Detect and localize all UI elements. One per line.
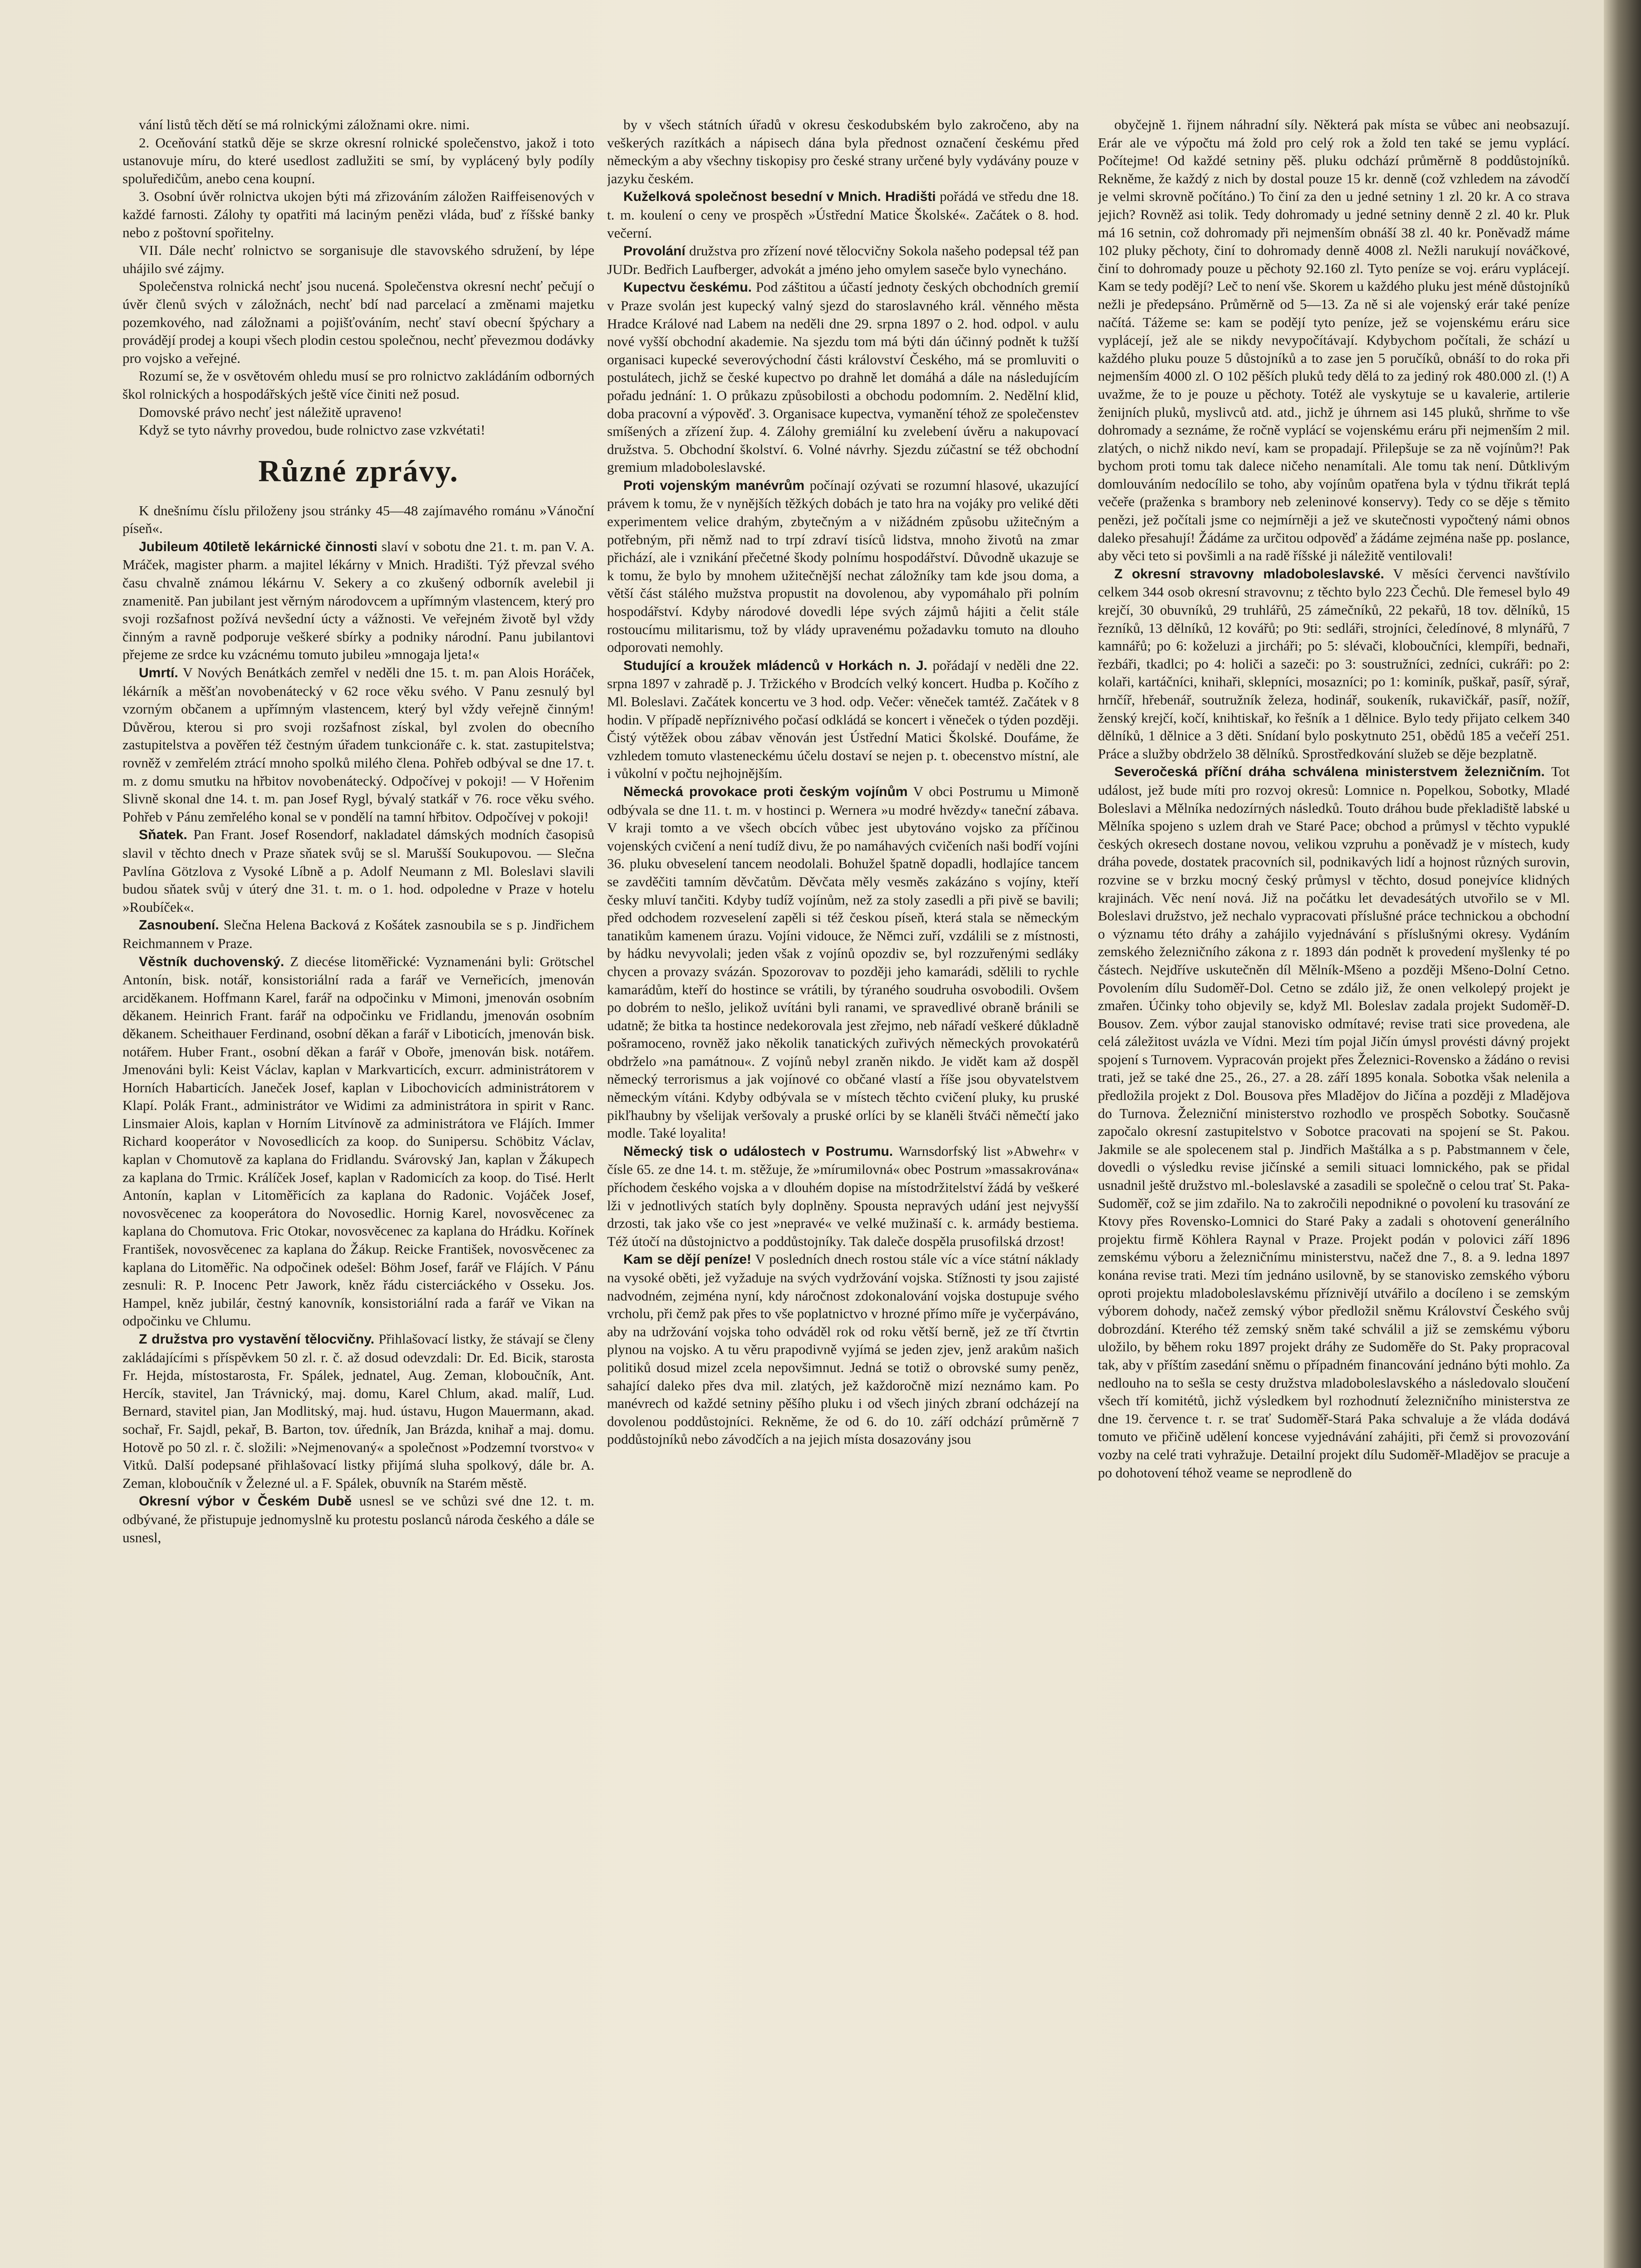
article-paragraph	[122, 403, 594, 421]
article-headline: Z okresní stravovny mladoboleslavské.	[1114, 566, 1384, 582]
article-headline: Kam se dějí peníze!	[623, 1252, 752, 1267]
article-paragraph	[607, 187, 1079, 242]
article-paragraph	[122, 538, 594, 664]
article-headline: Věstník duchovenský.	[139, 954, 284, 969]
article-paragraph	[122, 367, 594, 403]
page-edge-shadow	[1604, 0, 1641, 2268]
article-headline: Z družstva pro vystavění tělocvičny.	[139, 1332, 375, 1347]
article-paragraph	[122, 664, 594, 826]
article-text: Rozumí se, že v osvětovém ohledu musí se pro rolnictvo zakládáním odborných škol rolnických a hospodářských ještě více činiti než posud.	[122, 368, 594, 402]
article-text: Společenstva rolnická nechť jsou nucená. Společenstva okresní nechť pečují o úvěr členů svých v záložnách, nechť bdí nad parcelací a změnami majetku pozemkového, nad záložnami a pojišťováním, nechť staví obecní špýchary a provádějí prodej a koupi všech plodin cestou společnou, nechť převezmou dodávky pro vojsko a veřejné.	[122, 278, 594, 366]
article-text: Přihlašovací listky, že stávají se členy zakládajícími s příspěvkem 50 zl. r. č. až dosud odevzdali: Dr. Ed. Bicik, starosta Fr. Hejda, místostarosta, Fr. Spálek, jednatel, Aug. Zeman, kloboučník, Ant. Hercík, stavitel, Jan Trávnický, maj. domu, Karel Chlum, akad. malíř, Lud. Bernard, stavitel pian, Jan Modlitský, maj. hud. ústavu, Hugon Mauermann, akad. sochař, Fr. Sajdl, pekař, B. Barton, tov. úředník, Jan Brázda, knihař a maj. domu. Hotově po 50 zl. r. č. složili: »Nejmenovaný« a společnost »Podzemní tvorstvo« v Vitků. Další podepsané přihlašovací listky přijímá sluha spolkový, dále br. A. Zeman, kloboučník v Železné ul. a F. Spálek, obuvník na Starém městě.	[122, 1331, 594, 1491]
article-text: K dnešnímu číslu přiloženy jsou stránky 45—48 zajímavého románu »Vánoční píseň«.	[122, 502, 594, 537]
article-paragraph	[122, 1330, 594, 1492]
article-headline: Zasnoubení.	[139, 918, 219, 933]
article-headline: Okresní výbor v Českém Dubě	[139, 1494, 352, 1509]
article-text: obyčejně 1. řijnem náhradní síly. Některá pak místa se vůbec ani neobsazují. Erár ale ve výpočtu má žold pro celý rok a žold ten také se jemu vyplácí. Počítejme! Od každé setniny pěš. pluku odchází průměrně 8 poddůstojníků. Rekněme, že každý z nich by dostal pouze 15 kr. denně (což vzhledem na závodčí je velmi skrovně počítáno.) To činí za den u jedné setniny 1 zl. 20 kr. A co strava jejich? Rovněž asi tolik. Tedy dohromady u jedné setniny denně 2 zl. 40 kr. Pluk má 16 setnin, což dohromady při nejmenším obnáší 38 zl. 40 kr. Poněvadž máme 102 pluky pěchoty, činí to dohromady denně 4008 zl. Nežli narukují nováčkové, činí to dohromady pouze u pěchoty 92.160 zl. Tyto peníze se voj. eráru vyplácejí. Kam se tedy podějí? Leč to není vše. Skorem u každého pluku jest méně důstojníků nežli je předepsáno. Průměrně od 5—13. Za ně si ale vojenský erár také peníze načítá. Tážeme se: kam se podějí tyto peníze, jež se vojenskému eráru sice vyplácejí, jež ale se nikdy nevypočítávají. Kdybychom počítali, že schází u každého pluku pouze 5 důstojníků a to zase jen 5 poručíků, obnáší to do roka při nejmenším 4000 zl. O 102 pěších pluků tedy dělá to za jediný rok 480.000 zl. (!) A uvažme, že to je pouze u pěchoty. Totéž ale vyskytuje se u kavalerie, artilerie ženijních pluků, myslivců atd. atd., jichž je úhrnem asi 145 pluků, shrňme to vše dohromady a seznáme, že ročně vyplácí se vojenskému eráru při nejmenším 2 mil. zlatých, o nichž nikdo neví, kam se propadají. Přilepšuje se za ně vojínům?! Pak bychom proti tomu tak dalece ničeho nenamítali. Ale tomu tak není. Důtklivým domlouváním nedocílilo se toho, aby vojínům opatřena byla v týdnu třikrát teplá večeře (praženka s brambory neb zeleninové konservy). Tedy co se děje s těmito penězi, jež počítali jsme co nejmírněji a jež ve skutečnosti vypočtený námi obnos daleko přesahují! Žádáme za určitou odpověď a žádáme zejména naše pp. poslance, aby věci teto si povšimli a na radě říšské ji náležitě ventilovali!	[1098, 117, 1570, 564]
article-paragraph	[122, 134, 594, 188]
column-1	[122, 116, 594, 2268]
article-paragraph	[122, 241, 594, 277]
article-headline: Kupectvu českému.	[623, 280, 752, 295]
article-text: by v všech státních úřadů v okresu českodubském bylo zakročeno, aby na veškerých razítkách a nápisech dána byla přednost označení českému před německým a aby všechny tiskopisy pro české strany určené byly vydávány pouze v jazyku českém.	[607, 117, 1079, 186]
article-text: Pan Frant. Josef Rosendorf, nakladatel dámských modních časopisů slavil v těchto dnech v Praze sňatek svůj se sl. Marušší Soukupovou. — Slečna Pavlína Götzlova z Vysoké Líbně a p. Adolf Neumann z Ml. Boleslavi slavili budou sňatek svůj v úterý dne 31. t. m. o 1. hod. odpoledne v Praze v hotelu »Roubíček«.	[122, 826, 594, 915]
article-text: 2. Oceňování statků děje se skrze okresní rolnické společenstvo, jakož i toto ustanovuje míru, do které usedlost zadlužiti se smí, by vyplácený byly podíly spoluředičům, anebo cena koupní.	[122, 134, 594, 186]
article-paragraph	[607, 1250, 1079, 1448]
article-headline: Německý tisk o událostech v Postrumu.	[623, 1144, 893, 1159]
article-paragraph	[122, 421, 594, 439]
article-paragraph	[122, 1492, 594, 1546]
article-headline: Proti vojenským manévrům	[623, 478, 805, 493]
article-paragraph	[122, 116, 594, 134]
article-paragraph	[607, 476, 1079, 656]
article-paragraph	[122, 953, 594, 1330]
article-text: Když se tyto návrhy provedou, bude rolnictvo zase vzkvétati!	[139, 422, 485, 438]
article-text: pořádá ve středu dne 18. t. m. koulení o ceny ve prospěch »Ústřední Matice Školské«. Začátek o 8. hod. večerní.	[607, 188, 1079, 241]
article-paragraph	[607, 1142, 1079, 1251]
article-paragraph	[607, 116, 1079, 187]
article-paragraph	[122, 826, 594, 916]
article-text: pořádají v neděli dne 22. srpna 1897 v zahradě p. J. Tržického v Brodcích velký koncert. Hudba p. Kočího z Ml. Boleslavi. Začátek koncertu ve 3 hod. odp. Večer: věneček tamtéž. Začátek v 8 hodin. V případě nepříznivého počasí odkládá se koncert i věneček o týden později. Čistý výtěžek obou zábav věnován jest Ústřední Matici Školské. Doufáme, že vzhledem tomuto vlasteneckému účelu dostaví se nejen p. t. obecenstvo místní, ale i vůkolní v počtu nejhojnějším.	[607, 657, 1079, 782]
article-paragraph	[607, 782, 1079, 1142]
article-text: Tot událost, jež bude míti pro rozvoj okresů: Lomnice n. Popelkou, Sobotky, Mladé Boleslavi a Mělníka nedozírných následků. Touto dráhou bude překladiště labské u Mělníka spojeno s uzlem drah ve Staré Pace; obchod a průmysl v těchto vypuklé českých okresech dostane novou, velikou vzpruhu a poněvadž je v místech, kudy dráha povede, dostatek pracovních sil, podnikavých lidí a hojnost různých surovin, rozvine se v brzku mocný český průmysl v těchto, dosud ponejvíce klidných krajinách. Věc není nová. Již na počátku let devadesátých utvořilo se v Ml. Boleslavi družstvo, jež nechalo vypracovati příslušné práce technickou a obchodní o významu této dráhy a zahájilo vyjednávání s příslušnými okresy. Vydáním zemského železničního zákona z r. 1893 dán podnět k provedení myšlenky té po částech. Nejdříve uskutečněn díl Mělník-Mšeno a později Mšeno-Dolní Cetno. Povolením dílu Sudoměř-Dol. Cetno se zdálo již, že onen velkolepý projekt je zmařen. Účinky toho objevily se, když Ml. Boleslav zadala projekt Sudoměř-D. Bousov. Zem. výbor zaujal stanovisko odmítavé; revise trati sice provedena, ale celá záležitost uvázla ve Vídni. Mezi tím pojal Jičín úmysl provésti dávný projekt spojení s Turnovem. Vypracován projekt přes Železnici-Rovensko a žádáno o revisi trati, jež se také dne 25., 26., 27. a 28. září 1895 konala. Sobotka však nelenila a předložila projekt z Dol. Bousova přes Mladějov do Jičína a později z Mladějova do Turnova. Železniční ministerstvo rozhodlo ve prospěch Sobotky. Současně započalo okresní zastupitelstvo v Sobotce pracovati na spojení se St. Pakou. Jakmile se ale spolecenem stal p. Jindřich Maštálka a s p. Pabstmannem v čele, dovedli o výsledku revise jičínské a semili situaci lomnického, pak se přidal usnadnil ještě družstvo ml.-boleslavské a zasadili se společně o celou trať St. Paka-Sudoměř, což se jim zdařilo. Na to zakročili nepodnikné o povolení ku trasování ze Ktovy přes Rovensko-Lomnici do Staré Paky a zadali s ohotovení generálního projektu firmě Köhlera Raynal v Praze. Projekt podán v polovici září 1896 zemskému výboru a železničnímu ministerstvu, načež dne 7., 8. a 9. ledna 1897 konána revise trati. Mezi tím jednáno usilovně, by se stanovisko zemského výboru oproti projektu mladoboleslavskému příznivějí utvářilo a docíleno i se zemským výborem dohody, načež zemský výbor předložil sněmu Království Českého svůj dobrozdání. Kterého též zemský sněm také schválil a již se zemskému výboru uložilo, by během roku 1897 projekt dráhy ze Sudoměře do St. Paky propracoval tak, aby v příštím zasedání sněmu o případném financování jednáno býti mohlo. Za nedlouho na to sešla se cesty družstva mladoboleslavského a následovalo sloučení všech tří komitétů, jichž výsledkem byl rozhodnutí železničního ministerstva ze dne 19. července t. r. se trať Sudoměř-Stará Paka schvaluje a že vláda dodává tomuto ve přičině udělení koncese vyjednávání zahájiti, při čemž si provozování vozby na celé trati vyhražuje. Detailní projekt dílu Sudoměř-Mladějov se pracuje a po dohotovení téhož veame se neprodleně do	[1098, 763, 1570, 1481]
article-headline: Umrtí.	[139, 665, 178, 681]
article-text: slaví v sobotu dne 21. t. m. pan V. A. Mráček, magister pharm. a majitel lékárny v Mnich. Hradišti. Týž převzal svého času chvalně známou lékárnu V. Sekery a co zkušený odborník avelebil ji znamenitě. Pan jubilant jest věrným národovcem a upřímným vlastencem, který pro svoji rozšafnost požívá nevšední úcty a vážnosti. Ve veřejném životě byl vždy činným a ravně podporuje veškeré sbírky a podniky národní. Panu jubilantovi přejeme ze srdce ku vzácnému tomuto jubileu »mnogaja ljeta!«	[122, 538, 594, 663]
article-headline: Jubileum 40tiletě lekárnické činnosti	[139, 539, 377, 554]
article-paragraph	[122, 502, 594, 538]
article-text: usnesl se ve schůzi své dne 12. t. m. odbývané, že přistupuje jednomyslně ku protestu poslanců národa českého a dále se usnesl,	[122, 1493, 594, 1545]
article-headline: Severočeská příční dráha schválena ministerstvem železničním.	[1114, 764, 1545, 780]
article-text: Warnsdorfský list »Abwehr« v čísle 65. ze dne 14. t. m. stěžuje, že »mírumilovná« obec Postrum »massakrována« příchodem českého vojska a v dlouhém dopise na místodržitelství žádá by veškeré lži v jednotlivých statích byly doplněny. Spousta nepravých udání jest nejvyšší drzosti, tak jako vše co jest »nepravé« ve velké mužinaší c. k. armády bestiema. Též útočí na důstojnictvo a poddůstojníky. Tak daleče dospěla prusofilská drzost!	[607, 1143, 1079, 1249]
article-headline: Kuželková společnost besední v Mnich. Hradišti	[623, 189, 936, 205]
article-text: VII. Dále nechť rolnictvo se sorganisuje dle stavovského sdružení, by lépe uhájilo své zájmy.	[122, 242, 594, 276]
article-paragraph	[1098, 116, 1570, 565]
article-paragraph	[1098, 565, 1570, 763]
article-headline: Studující a kroužek mládenců v Horkách n. J.	[623, 658, 927, 673]
article-text: vání listů těch dětí se má rolnickými záložnami okre. nimi.	[139, 117, 470, 132]
article-paragraph	[607, 278, 1079, 476]
article-paragraph	[607, 656, 1079, 782]
article-text: Pod záštitou a účastí jednoty českých obchodních gremií v Praze svolán jest kupecký valný sjezd do staroslavného král. věnného města Hradce Králové nad Labem na neděli dne 29. srpna 1897 o 2. hod. odpol. v aulu nové vyšší obchodní akademie. Na sjezdu tom má býti dán účinný podnět k tužší organisaci kupecké severovýchodní části království Českého, má se promluviti o postulátech, jichž se české kupectvo po drahně let domáhá a dále na následujícím pořadu jednání: 1. O průkazu způsobilosti a obchodu podomním. 2. Nedělní klid, doba pracovní a výpověď. 3. Organisace kupectva, vymanění téhož ze společenstev smíšených a zřízení žup. 4. Zálohy gremiální ku zvelebení úvěru a nakupovací družstva. 5. Obchodní školství. 6. Volné návrhy. Sjezdu zúčastní se též obchodní gremium mladoboleslavské.	[607, 279, 1079, 475]
article-text: V Nových Benátkách zemřel v neděli dne 15. t. m. pan Alois Horáček, lékárník a měšťan novobenátecký v 62 roce věku svého. V Panu zesnulý byl vzorným občanem a upřímným vlastencem, který byl vždy veřejně činným! Důvěrou, kterou si pro svoji rozšafnost získal, byl zvolen do obecního zastupitelstva a pověřen též čestným úřadem tunkcionáře c. k. stat. zastupitelstva; rovněž v zemřelém ztrácí mnoho spolků milého člena. Pohřeb odbýval se dne 17. t. m. z domu smutku na hřbitov novobenátecký. Odpočívej v pokoji! — V Hořenim Slivně skonal dne 14. t. m. pan Josef Rygl, bývalý statkář v 76. roce věku svého. Pohřeb v Pánu zemřelého konal se v pondělí na tamní hřbitov. Odpočívej v pokoji!	[122, 665, 594, 825]
column-3	[1098, 116, 1570, 2268]
article-text: V obci Postrumu u Mimoně odbývala se dne 11. t. m. v hostinci p. Wernera »u modré hvězdy« taneční zábava. V kraji tomto a ve všech obcích vůbec jest ubytováno vojsko za příčinou vojenských cvičení a není tudíž divu, že po namáhavých cvičeních naši bodří vojíni 36. pluku obveselení tancem neodolali. Bohužel špatně dopadli, hodlajíce tancem se zavděčiti tamním děvčatům. Děvčata měly vesměs zakázáno s vojíny, kteří česky mluví tančiti. Kdyby tudíž vojínům, než za stoly zasedli a při pivě se bavili; před odchodem rozveselení zapěli si též českou píseň, která stala se německým tanatikům kamenem úrazu. Vojíni vidouce, že Němci zuří, vzdálili se z místnosti, by hádku nevyvolali; jeden však z vojínů opozdiv se, byl rozzuřenými sedláky chycen a provazy svázán. Spozorovav to později jeho kamarádi, sdělili to rychle kamarádům, kteří do hostince se vrátili, by týraného soudruha osvobodili. Ovšem po dobrém to nešlo, jelikož uvítáni byli ranami, ve spravedlivé obraně bránili se udatně; že bitka ta hostince nedekorovala jest zřejmo, neb nářadí veškeré důkladně pošramoceno, rovněž jako několik tanatických zuřivých německých provokatérů obdrželo »na památnou«. Z vojínů nebyl zraněn nikdo. Je vidět kam až dospěl německý terrorismus a jak vojínové co občané vlastí a říše jsou obyvatelstvem německým vítáni. Kdyby odbývala se v místech těchto cvičení pluky, ku pruské pikľhaubny by všelijak veršovaly a pruské orlíci by se klaněli štváči němečtí jako modle. Také loyalita!	[607, 783, 1079, 1141]
column-2	[607, 116, 1079, 2268]
section-heading: Různé zprávy.	[258, 453, 459, 488]
article-headline: Německá provokace proti českým vojínům	[623, 784, 908, 799]
article-text: V posledních dnech rostou stále víc a více státní náklady na vysoké oběti, jež vyžaduje na svých vydržování vojska. Stížnosti ty jsou zajisté nadvodném, zejména nyní, kdy náročnost zdokonalování vojska dostupuje svého vrcholu, při čemž pak přes to vše poplatnictvo v hrozné přímo míře je vyčerpáváno, aby na udržování vojska toho odváděl rok od roku větší berně, jež ze tří čtvrtin plynou na vojsko. A tu věru prapodivně vyjímá se jeden zjev, jenž arakům našich politiků dosud mizel zcela nepovšimnut. Jedná se totiž o obrovské sumy peněz, sahající daleko přes dva mil. zlatých, jež každoročně mizí neznámo kam. Po manévrech od každé setniny pěšího pluku i od všech jiných zbraní odcházejí na dovolenou poddůstojníci. Rekněme, že od 6. do 10. září odchází průměrně 7 poddůstojníků nebo závodčích a na jejich místa dosazovány jsou	[607, 1251, 1079, 1447]
article-text: Z diecése litoměřické: Vyznamenáni byli: Grötschel Antonín, bisk. notář, konsistoriální rada a farář ve Verneřicích, jmenován arciděkanem. Hoffmann Karel, farář na odpočinku v Mimoni, jmenován osobním děkanem. Heinrich Frant. farář na odpočinku ve Fridlandu, jmenován osobním děkanem. Scheithauer Ferdinand, osobní děkan a farář v Liboticích, jmenován bisk. notářem. Huber Frant., osobní děkan a farář v Oboře, jmenován bisk. notářem. Jmenováni byli: Keist Václav, kaplan v Markvarticích, excurr. administrátorem v Horních Habarticích. Janeček Josef, kaplan v Libochovicích administrátorem v Klapí. Polák Frant., administrátor ve Widimi za administrátora in spirit v Ranc. Linsmaier Alois, kaplan v Horním Litvínově za administrátora ve Flájích. Immer Richard kooperátor v Novosedlicích za koop. do Sunipersu. Schöbitz Václav, kaplan v Chomutově za kaplana do Fridlandu. Svárovský Jan, kaplan v Žákupech za kaplana do Trmic. Králíček Josef, kaplan v Radomicích za koop. do Tisé. Herlt Antonín, kaplan v Litoměřicích za kaplana do Radonic. Vojáček Josef, novosvěcenec za kooperátora do Novosedlic. Hornig Karel, novosvěcenec za kaplana do Chomutova. Fric Otokar, novosvěcenec za kaplana do Hrádku. Kořínek František, novosvěcenec za kaplana do Žákup. Reicke František, novosvěcenec za kaplana do Litoměřic. Na odpočinek odešel: Böhm Josef, farář ve Flájích. V Pánu zesnuli: R. P. Inocenc Petr Jawork, kněz řádu cisterciáckého v Osseku. Jos. Hampel, kněz jubilár, čestný kanovník, konsistoriální rada a farář ve Vikan na odpočinku ve Chlumu.	[122, 953, 594, 1329]
article-headline: Provolání	[623, 244, 686, 259]
article-paragraph	[1098, 763, 1570, 1481]
article-text: 3. Osobní úvěr rolnictva ukojen býti má zřizováním záložen Raiffeisenových v každé farnosti. Zálohy ty opatřiti má laciným penězi vláda, buď z říšské banky nebo z poštovní spořitelny.	[122, 188, 594, 240]
article-paragraph	[607, 242, 1079, 278]
article-paragraph	[122, 187, 594, 241]
article-text: V měsíci červenci navštívilo celkem 344 osob okresní stravovnu; z těchto bylo 223 Čechů. Dle řemesel bylo 49 krejčí, 30 obuvníků, 29 truhlářů, 25 zámečníků, 22 pekařů, 18 tov. dělníků, 15 řezníků, 13 dělníků, 12 kovářů; po 9ti: sedláři, strojníci, čeledínové, 8 mlynářů, 7 kamnářů; po 6: koželuzi a jircháři; po 5: slévači, kloboučníci, klempíři, bednaři, řezbáři, tkadlci; po 4: holiči a sazeči: po 3: soustružníci, zedníci, cukráři: po 2: kolaři, kartáčníci, knihaři, sklepníci, mosazníci; po 1: kominík, puškař, pasíř, sýrař, hrnčíř, hřebenář, soutružník železa, hodinář, soukeník, rukavičkář, pasíř, nožíř, ženský krejčí, kočí, knihtiskař, ko řešník a 1 dělnice. Bylo tedy přijato celkem 340 dělníků, 1 dělnice a 3 děti. Snídaní bylo poskytnuto 251, obědů 185 a večeří 251. Práce a služby obdrželo 38 dělníků. Sprostředkování služeb se děje bezplatně.	[1098, 565, 1570, 762]
article-text: Slečna Helena Backová z Košátek zasnoubila se s p. Jindřichem Reichmannem v Praze.	[122, 917, 594, 951]
article-headline: Sňatek.	[139, 827, 187, 843]
article-paragraph	[122, 277, 594, 367]
article-text: družstva pro zřízení nové tělocvičny Sokola našeho podepsal též pan JUDr. Bedřich Laufberger, advokát a jméno jeho omylem saseče bylo vynecháno.	[607, 243, 1079, 277]
article-text: Domovské právo nechť jest náležitě upraveno!	[139, 404, 402, 420]
article-paragraph	[122, 916, 594, 952]
article-text: počínají ozývati se rozumní hlasové, ukazující právem k tomu, že v nynějších těžkých dobách je tato hra na vojáky pro veliké děti experimentem velice drahým, zbytečným a v nižádném způsobu užitečným a potřebným, při němž nad to trpí zdraví tisíců lidstva, mnoho životů na zmar přichází, ale i vznikání přečetné škody polnímu hospodářství. Důvodně ukazuje se k tomu, že bylo by mnohem užitečnější nechat záložníky tam kde jsou doma, a větší část stálého mužstva propustit na dovolenou, aby vypomáhalo při polním hospodářství. Kdyby národové dovedli lépe svých zájmů hájiti a čelit stále rostoucímu militarismu, tož by vlády upravenému požadavku tomuto na dlouho odporovati nemohly.	[607, 477, 1079, 655]
